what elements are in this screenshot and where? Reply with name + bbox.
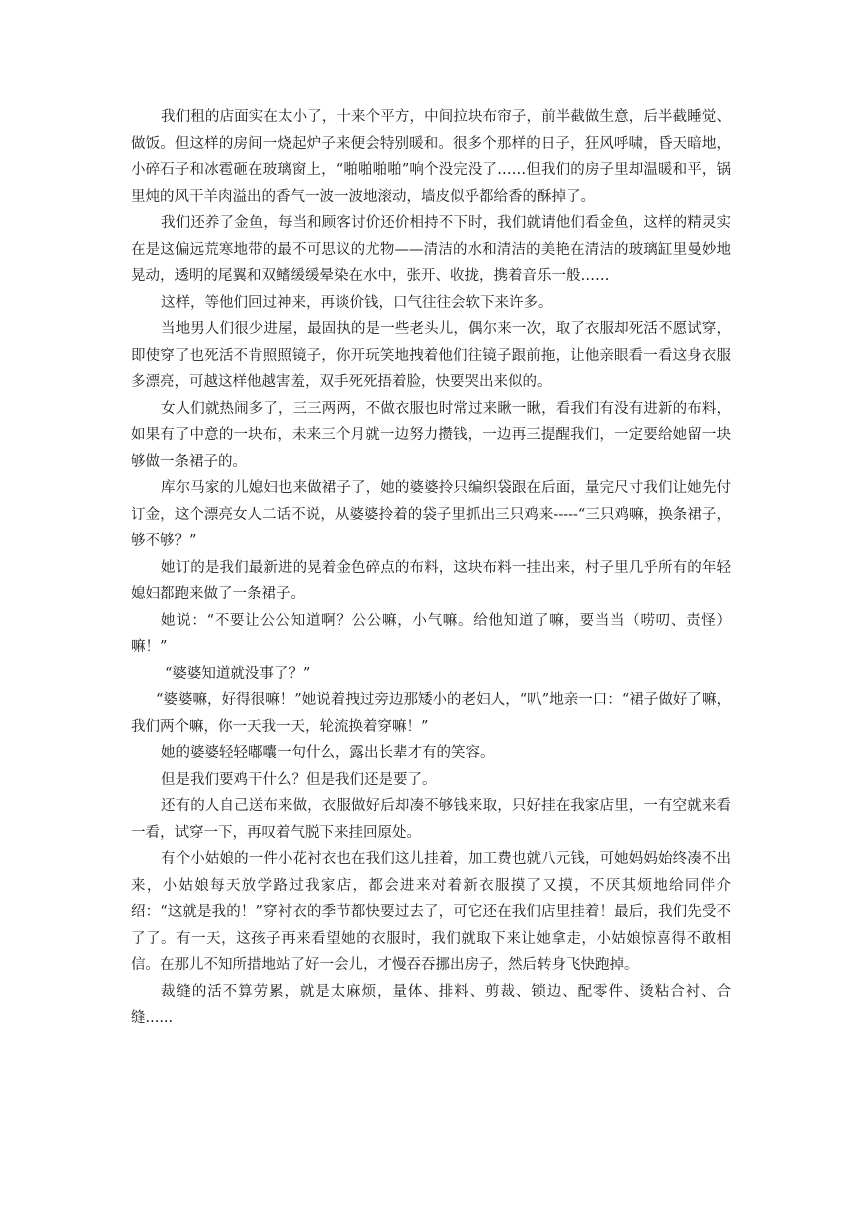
paragraph-father-in-law: 她说：“不要让公公知道啊？公公嘛，小气嘛。给他知道了嘛，要当当（唠叨、责怪）嘛！” <box>131 612 731 655</box>
paragraph-unpaid-clothes: 还有的人自己送布来做，衣服做好后却凑不够钱来取，只好挂在我家店里，一有空就来看一看，试穿一下，再叹着气脱下来挂回原处。 <box>131 798 731 841</box>
document-page <box>131 104 731 1032</box>
paragraph-local-women: 女人们就热闹多了，三三两两，不做衣服也时常过来瞅一瞅，看我们有没有进新的布料，如果有了中意的一块布，未来三个月就一边努力攒钱，一边再三提醒我们，一定要给她留一块够做一条裙子的。 <box>131 400 731 470</box>
paragraph-three-chickens: 库尔马家的儿媳妇也来做裙子了，她的婆婆拎只编织袋跟在后面，量完尺寸我们让她先付订金，这个漂亮女人二话不说，从婆婆拎着的袋子里抓出三只鸡来-----“三只鸡嘛，换条裙子，够不够？” <box>131 480 731 549</box>
paragraph-elder-smile: 她的婆婆轻轻嘟囔一句什么，露出长辈才有的笑容。 <box>161 745 495 761</box>
paragraph-share-skirt: “婆婆嘛，好得很嘛！”她说着拽过旁边那矮小的老妇人，“叭”地亲一口：“裙子做好了嘛，我们两个嘛，你一天我一天，轮流换着穿嘛！” <box>131 692 731 735</box>
paragraph-gold-fabric: 她订的是我们最新进的晃着金色碎点的布料，这块布料一挂出来，村子里几乎所有的年轻媳妇都跑来做了一条裙子。 <box>131 559 731 602</box>
paragraph-goldfish: 我们还养了金鱼，每当和顾客讨价还价相持不下时，我们就请他们看金鱼，这样的精灵实在是这偏远荒寒地带的最不可思议的尤物——清洁的水和清洁的美艳在清洁的玻璃缸里曼妙地晃动，透明的尾翼和双鳍缓缓晕染在水中，张开、收拢，携着音乐一般…… <box>131 215 731 284</box>
paragraph-why-chickens: 但是我们要鸡干什么？但是我们还是要了。 <box>161 771 437 788</box>
paragraph-shop-warmth: 我们租的店面实在太小了，十来个平方，中间拉块布帘子，前半截做生意，后半截睡觉、做饭。但这样的房间一烧起炉子来便会特别暖和。很多个那样的日子，狂风呼啸，昏天暗地，小碎石子和冰雹砸在玻璃窗上，“啪啪啪啪”响个没完没了……但我们的房子里却温暖和平，锅里炖的风干羊肉溢出的香气一波一波地滚动，墙皮似乎都给香的酥掉了。 <box>131 109 731 205</box>
paragraph-mother-in-law-question: “婆婆知道就没事了？” <box>165 665 311 682</box>
paragraph-local-men: 当地男人们很少进屋，最固执的是一些老头儿，偶尔来一次，取了衣服却死活不愿试穿，即使穿了也死活不肯照照镜子，你开玩笑地拽着他们往镜子跟前拖，让他亲眼看一看这身衣服多漂亮，可越这样他越害羞，双手死死捂着脸，快要哭出来似的。 <box>131 321 731 390</box>
paragraph-tailoring-work: 裁缝的活不算劳累，就是太麻烦，量体、排料、剪裁、锁边、配零件、烫粘合衬、合缝...... <box>131 983 731 1026</box>
paragraph-price-softens: 这样，等他们回过神来，再谈价钱，口气往往会软下来许多。 <box>161 294 553 311</box>
paragraph-little-girl: 有个小姑娘的一件小花衬衣也在我们这儿挂着，加工费也就八元钱，可她妈妈始终凑不出来，小姑娘每天放学路过我家店，都会进来对着新衣服摸了又摸，不厌其烦地给同伴介绍：“这就是我的！”穿衬衣的季节都快要过去了，可它还在我们店里挂着！最后，我们先受不了了。有一天，这孩子再来看望她的衣服时，我们就取下来让她拿走，小姑娘惊喜得不敢相信。在那儿不知所措地站了好一会儿，才慢吞吞挪出房子，然后转身飞快跑掉。 <box>131 851 731 973</box>
